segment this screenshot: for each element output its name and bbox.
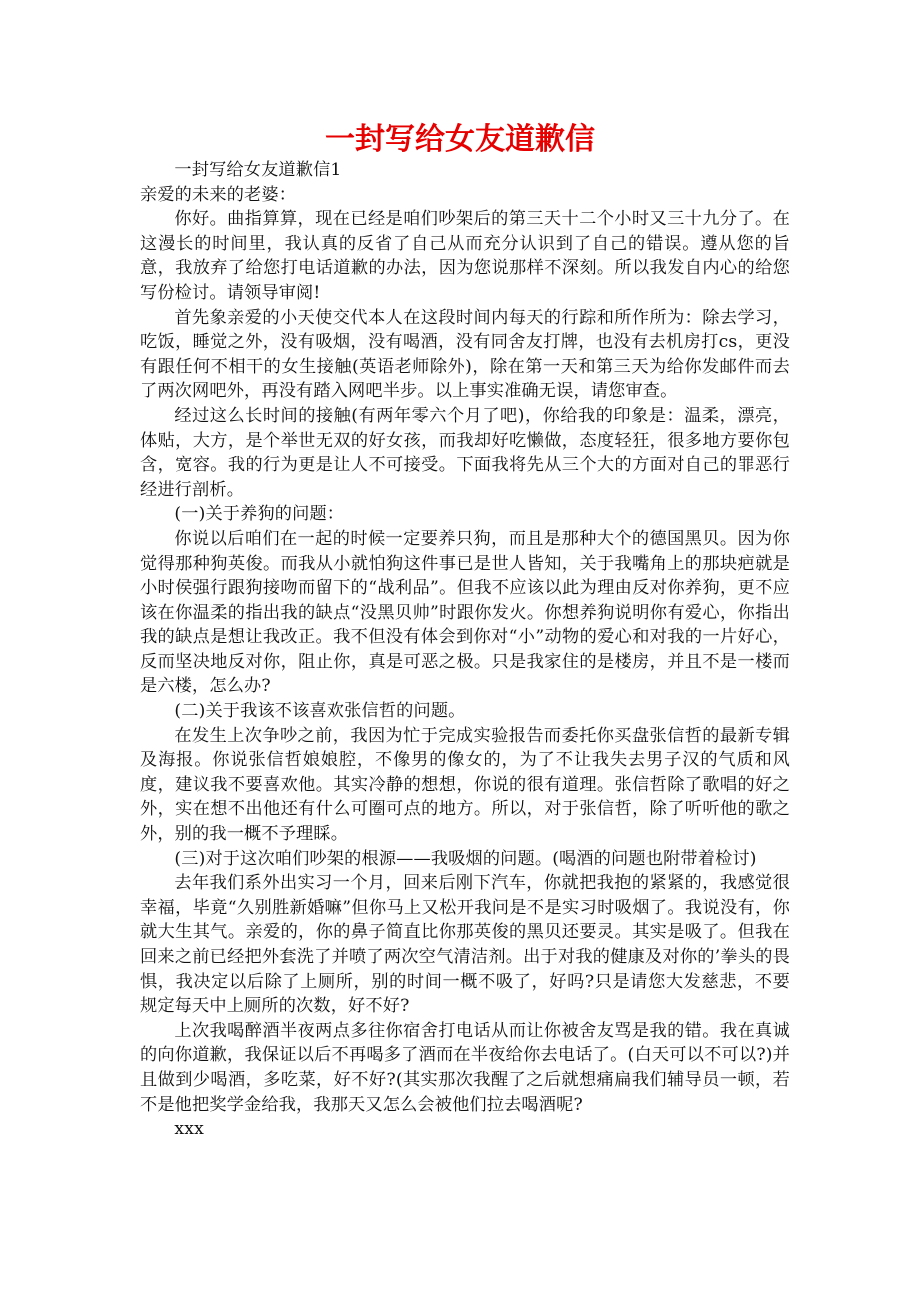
paragraph-whereabouts: 首先象亲爱的小天使交代本人在这段时间内每天的行踪和所作所为：除去学习，吃饭，睡觉之外，没有吸烟，没有喝酒，没有同舍友打牌，也没有去机房打cs，更没有跟任何不相干的女生接触(英语老师除外)，除在第一天和第三天为给你发邮件而去了两次网吧外，再没有踏入网吧半步。以上事实准确无误，请您审查。 (140, 307, 790, 402)
section-heading-smoking: (三)对于这次咱们吵架的根源——我吸烟的问题。(喝酒的问题也附带着检讨) (174, 848, 757, 869)
paragraph-smoking: 去年我们系外出实习一个月，回来后刚下汽车，你就把我抱的紧紧的，我感觉很幸福，毕竟“久别胜新婚嘛”但你马上又松开我问是不是实习时吸烟了。我说没有，你就大生其气。亲爱的，你的鼻子简直比你那英俊的黑贝还要灵。其实是吸了。但我在回来之前已经把外套洗了并喷了两次空气清洁剂。出于对我的健康及对你的’拳头的畏惧，我决定以后除了上厕所，别的时间一概不吸了，好吗?只是请您大发慈悲，不要规定每天中上厕所的次数，好不好? (140, 873, 790, 1017)
document-body (140, 158, 790, 1142)
salutation: 亲爱的未来的老婆： (140, 184, 297, 205)
paragraph-drinking: 上次我喝醉酒半夜两点多往你宿舍打电话从而让你被舍友骂是我的错。我在真诚的向你道歉，我保证以后不再喝多了酒而在半夜给你去电话了。(白天可以不可以?)并且做到少喝酒，多吃菜，好不好?(其实那次我醒了之后就想痛扁我们辅导员一顿，若不是他把奖学金给我，我那天又怎么会被他们拉去喝酒呢? (140, 1020, 790, 1115)
document-title: 一封写给女友道歉信 (325, 122, 595, 157)
paragraph-impression: 经过这么长时间的接触(有两年零六个月了吧)，你给我的印象是：温柔，漂亮，体贴，大方，是个举世无双的好女孩，而我却好吃懒做，态度轻狂，很多地方要你包含，宽容。我的行为更是让人不可接受。下面我将先从三个大的方面对自己的罪恶行经进行剖析。 (140, 405, 790, 500)
section-heading-dog: (一)关于养狗的问题： (174, 504, 345, 525)
signature-placeholder: xxx (174, 1119, 204, 1140)
paragraph-greeting: 你好。曲指算算，现在已经是咱们吵架后的第三天十二个小时又三十九分了。在这漫长的时间里，我认真的反省了自己从而充分认识到了自己的错误。遵从您的旨意，我放弃了给您打电话道歉的办法，因为您说那样不深刻。所以我发自内心的给您写份检讨。请领导审阅! (140, 209, 790, 303)
paragraph-dog: 你说以后咱们在一起的时候一定要养只狗，而且是那种大个的德国黑贝。因为你觉得那种狗英俊。而我从小就怕狗这件事已是世人皆知，关于我嘴角上的那块疤就是小时侯强行跟狗接吻而留下的“战利品”。但我不应该以此为理由反对你养狗，更不应该在你温柔的指出我的缺点“没黑贝帅”时跟你发火。你想养狗说明你有爱心，你指出我的缺点是想让我改正。我不但没有体会到你对“小”动物的爱心和对我的一片好心，反而坚决地反对你，阻止你，真是可恶之极。只是我家住的是楼房，并且不是一楼而是六楼，怎么办? (140, 528, 790, 697)
section-heading-singer: (二)关于我该不该喜欢张信哲的问题。 (174, 701, 466, 722)
document-subtitle: 一封写给女友道歉信1 (174, 160, 342, 180)
paragraph-singer: 在发生上次争吵之前，我因为忙于完成实验报告而委托你买盘张信哲的最新专辑及海报。你说张信哲娘娘腔，不像男的像女的，为了不让我失去男子汉的气质和风度，建议我不要喜欢他。其实冷静的想想，你说的很有道理。张信哲除了歌唱的好之外，实在想不出他还有什么可圈可点的地方。所以，对于张信哲，除了听听他的歌之外，别的我一概不予理睬。 (140, 725, 790, 845)
